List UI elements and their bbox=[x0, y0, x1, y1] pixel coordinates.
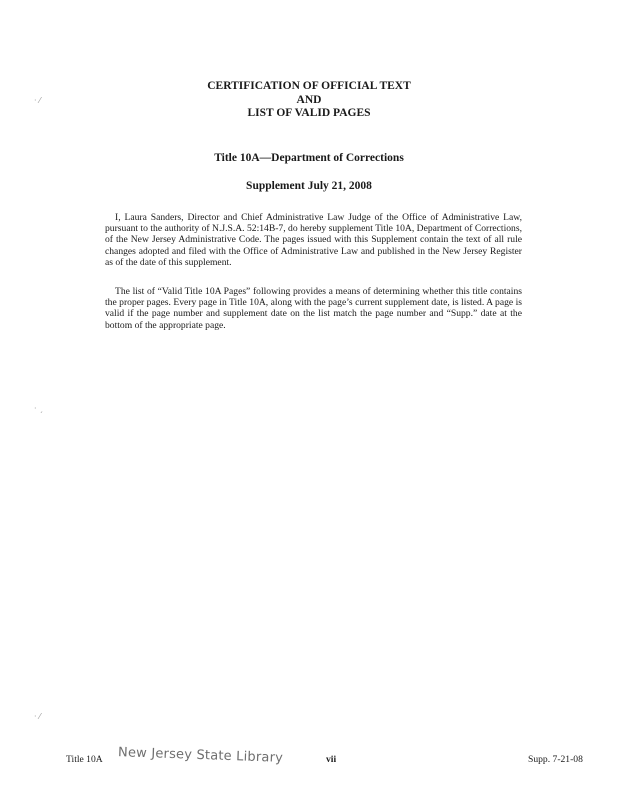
supplement-date-heading: Supplement July 21, 2008 bbox=[246, 180, 372, 192]
scan-mark: · ⁄ bbox=[34, 712, 41, 721]
heading-line-1: CERTIFICATION OF OFFICIAL TEXT bbox=[207, 80, 411, 92]
library-stamp: New Jersey State Library bbox=[117, 745, 284, 766]
heading-line-3: LIST OF VALID PAGES bbox=[247, 107, 371, 119]
body-paragraph-1 bbox=[105, 212, 522, 268]
heading-line-2: AND bbox=[296, 93, 322, 106]
supplement-footer-date: Supp. 7-21-08 bbox=[528, 754, 583, 765]
title-subtitle: Title 10A—Department of Corrections bbox=[214, 152, 404, 164]
footer-title: Title 10A bbox=[66, 754, 103, 765]
scan-mark: · ⁄ bbox=[34, 96, 41, 105]
body-paragraph-2 bbox=[105, 286, 522, 331]
paragraph-text: I, Laura Sanders, Director and Chief Administrative Law Judge of the Office of Administrative Law, pursuant to the authority of N.J.S.A. 52:14B-7, do hereby supplement Title 10A, Department of Corrections, of the New Jersey Administrative Code. The pages issued with this Supplement contain the text of all rule changes adopted and filed with the Office of Administrative Law and published in the New Jersey Register as of the date of this supplement. bbox=[105, 212, 522, 268]
page-number: vii bbox=[326, 754, 337, 765]
certification-heading bbox=[0, 80, 618, 121]
scan-mark: · ˏ bbox=[34, 404, 44, 413]
paragraph-text: The list of “Valid Title 10A Pages” following provides a means of determining whether this title contains the proper pages. Every page in Title 10A, along with the page’s current supplement date, is listed. A page is valid if the page number and supplement date on the list match the page number and “Supp.” date at the bottom of the appropriate page. bbox=[105, 286, 522, 331]
